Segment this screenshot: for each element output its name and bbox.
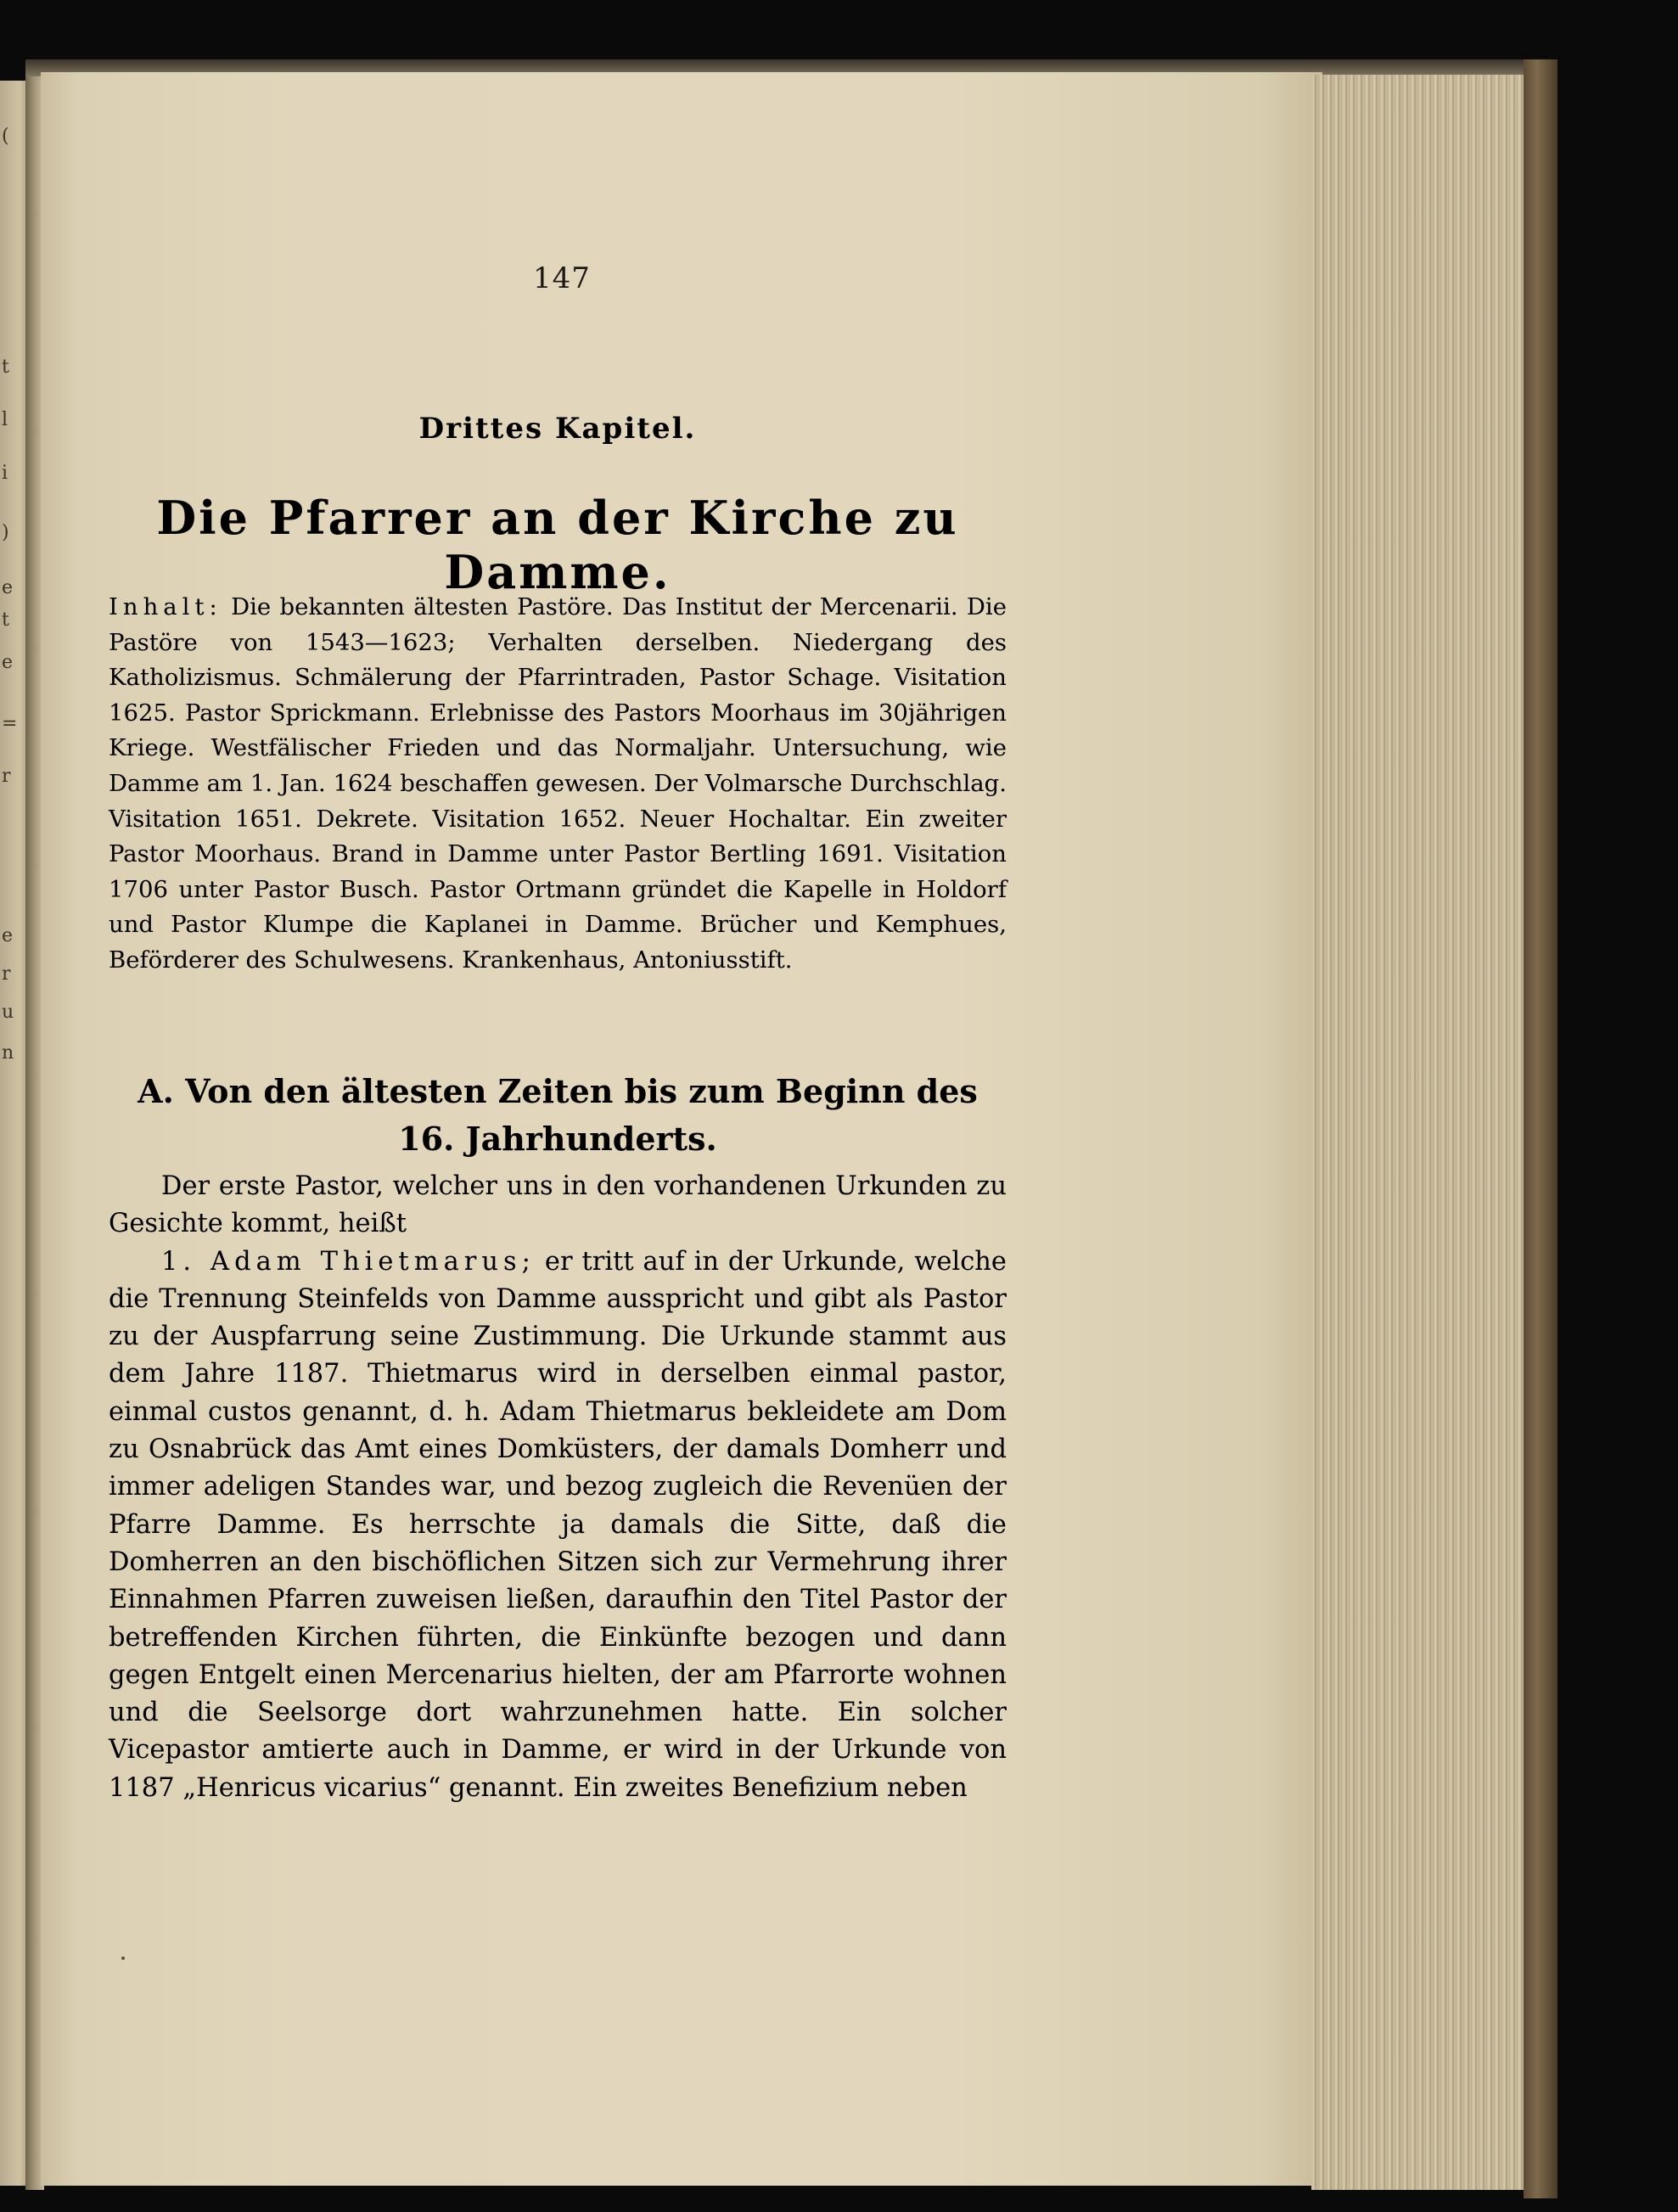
paper-speck xyxy=(121,1957,125,1960)
margin-fragment: i xyxy=(2,463,8,484)
body-text xyxy=(109,1168,1007,1807)
margin-fragment: l xyxy=(2,409,8,430)
chapter-summary xyxy=(109,590,1007,979)
paragraph: Der erste Pastor, welcher uns in den vorhandenen Urkunden zu Gesichte kommt, heißt xyxy=(109,1171,1007,1239)
margin-fragment: ( xyxy=(2,126,9,147)
margin-fragment: e xyxy=(2,577,14,598)
summary-text: Die bekannten ältesten Pastöre. Das Institut der Mercenarii. Die Pastöre von 1543—1623; Verhalten derselben. Niedergang des Katholizismus. Schmälerung der Pfarrintraden, Pastor Schage. Visitation 1625. Pastor Sprickmann. Erlebnisse des Pastors Moorhaus im 30jährigen Kriege. Westfälischer Frieden und das Normaljahr. Untersuchung, wie Damme am 1. Jan. 1624 beschaffen gewesen. Der Volmarsche Durchschlag. Visitation 1651. Dekrete. Visitation 1652. Neuer Hochaltar. Ein zweiter Pastor Moorhaus. Brand in Damme unter Pastor Bertling 1691. Visitation 1706 unter Pastor Busch. Pastor Ortmann gründet die Kapelle in Holdorf und Pastor Klumpe die Kaplanei in Damme. Brücher und Kemphues, Beförderer des Schulwesens. Krankenhaus, Antoniusstift. xyxy=(109,593,1007,974)
paragraph xyxy=(109,1244,1007,1807)
page-number: 147 xyxy=(533,261,591,295)
margin-fragment: e xyxy=(2,652,14,673)
chapter-heading: Drittes Kapitel. xyxy=(418,412,697,446)
section-heading-line: A. Von den ältesten Zeiten bis zum Beginn des xyxy=(137,1072,978,1110)
summary-label: Inhalt: xyxy=(109,593,222,620)
margin-fragment: ) xyxy=(2,522,9,543)
margin-fragment: e xyxy=(2,925,14,946)
margin-fragment: = xyxy=(2,713,18,734)
section-heading-line: 16. Jahrhunderts. xyxy=(398,1120,717,1158)
person-name: 1. Adam Thietmarus; xyxy=(161,1246,536,1277)
margin-fragment: n xyxy=(2,1042,14,1064)
chapter-title: Die Pfarrer an der Kirche zu Damme. xyxy=(156,491,959,599)
margin-fragment: t xyxy=(2,609,9,631)
margin-fragment: r xyxy=(2,963,11,985)
page-edges xyxy=(1311,75,1532,2190)
margin-fragment: u xyxy=(2,1002,14,1023)
section-heading xyxy=(109,1068,1007,1163)
margin-fragment: t xyxy=(2,357,9,378)
book-cover-edge xyxy=(1524,59,1557,2198)
margin-fragment: r xyxy=(2,766,11,787)
paragraph-text: er tritt auf in der Urkunde, welche die Trennung Steinfelds von Damme ausspricht und gibt als Pastor zu der Auspfarrung seine Zustimmung. Die Urkunde stammt aus dem Jahre 1187. Thietmarus wird in derselben einmal pastor, einmal custos genannt, d. h. Adam Thietmarus bekleidete am Dom zu Osnabrück das Amt eines Domküsters, der damals Domherr und immer adeligen Standes war, und bezog zugleich die Revenüen der Pfarre Damme. Es herrschte ja damals die Sitte, daß die Domherren an den bischöflichen Sitzen sich zur Vermehrung ihrer Einnahmen Pfarren zuweisen ließen, daraufhin den Titel Pastor der betreffenden Kirchen führten, die Einkünfte bezogen und dann gegen Entgelt einen Mercenarius hielten, der am Pfarrorte wohnen und die Seelsorge dort wahrzunehmen hatte. Ein solcher Vicepastor amtierte auch in Damme, er wird in der Urkunde von 1187 „Henricus vicarius“ genannt. Ein zweites Benefizium neben xyxy=(109,1246,1007,1803)
